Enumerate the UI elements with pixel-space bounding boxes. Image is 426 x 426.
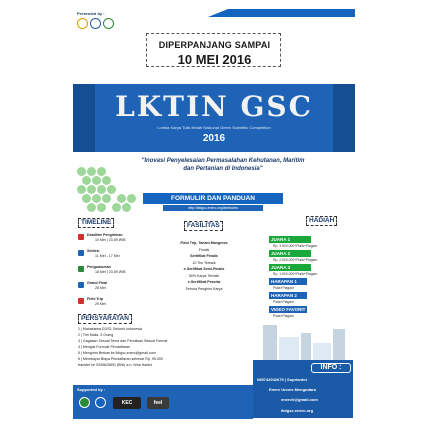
fasilitas-item: Sertifikat Finalis bbox=[190, 254, 218, 258]
decorative-dot bbox=[92, 176, 101, 185]
fasilitas-item: Semua Pengirim Karya bbox=[185, 286, 223, 291]
persyaratan-item: 1 | Mahasiswa D3/S1 Seluruh Indonesia bbox=[78, 327, 142, 331]
award-prize: Rp. 1.500.000+Piala+Piagam bbox=[273, 272, 318, 276]
decorative-dot bbox=[102, 194, 111, 203]
fasilitas-item: Finalis bbox=[198, 247, 210, 252]
decorative-dot bbox=[127, 194, 136, 203]
timeline-label: Deadline Pengiriman bbox=[87, 233, 123, 237]
timeline-label: Seleksi bbox=[87, 249, 100, 253]
timeline-heading: TIMELINE bbox=[78, 218, 114, 228]
top-bar bbox=[228, 9, 355, 17]
decorative-dot bbox=[107, 185, 116, 194]
award-label: VIDEO FAVORIT bbox=[271, 307, 306, 312]
fasilitas-item: e-Sertifikat Peserta bbox=[187, 280, 221, 284]
decorative-dot bbox=[87, 185, 96, 194]
timeline-label: Grand Final bbox=[87, 281, 107, 285]
decorative-dot bbox=[102, 176, 111, 185]
decorative-dot bbox=[82, 194, 91, 203]
award-prize: Piala+Piagam bbox=[273, 314, 295, 318]
info-org[interactable]: Enerc Unnes Mengudara bbox=[269, 387, 316, 392]
decorative-dot bbox=[82, 176, 91, 185]
sponsor-logo-1 bbox=[79, 397, 90, 408]
event-title: LKTIN GSC bbox=[115, 90, 313, 123]
organizer-logo-1 bbox=[77, 18, 88, 29]
award-label: JUARA 2 bbox=[269, 250, 311, 257]
persyaratan-heading: PERSYARATAN bbox=[78, 314, 132, 324]
award-label: HARAPAN 2 bbox=[269, 292, 307, 299]
formulir-url[interactable]: http://lktigsc.enerc.org/attributes bbox=[163, 205, 263, 211]
award-prize: Piala+Piagam bbox=[273, 300, 295, 304]
persyaratan-item: 2 | Tim Maks. 3 Orang bbox=[78, 333, 114, 337]
decorative-dot bbox=[122, 203, 131, 212]
supported-by-label: Supported by : bbox=[77, 387, 106, 392]
timeline-label: Field Trip bbox=[87, 297, 103, 301]
skyline-building bbox=[313, 343, 331, 360]
timeline-date: 11 Mei - 17 Mei bbox=[95, 254, 120, 258]
sponsor-logo-2 bbox=[95, 397, 106, 408]
award-label: HARAPAN 1 bbox=[269, 278, 307, 285]
decorative-dot bbox=[97, 167, 106, 176]
fasilitas-item: Field Trip, Tanam Mangrove bbox=[180, 241, 228, 245]
event-year: 2016 bbox=[202, 133, 226, 144]
theme-line-2: dan Pertanian di Indonesia" bbox=[183, 166, 263, 172]
persyaratan-item: 6 | Membayar Biaya Pendaftaran sebesar Rp. 90.000 bbox=[78, 357, 163, 361]
sponsor-kec: KEC bbox=[113, 397, 141, 409]
persyaratan-item: 4 | Mengisi Formulir Pendaftaran bbox=[78, 345, 131, 349]
fasilitas-item: 10 Tim Terbaik bbox=[192, 260, 216, 265]
skyline-building bbox=[333, 329, 345, 360]
timeline-date: 29 Mei bbox=[95, 302, 106, 306]
presented-by-label: Presented by : bbox=[77, 11, 105, 16]
award-prize: Piala+Piagam bbox=[273, 286, 295, 290]
decorative-dot bbox=[92, 194, 101, 203]
timeline-icon bbox=[78, 250, 84, 256]
award-label: JUARA 1 bbox=[269, 236, 311, 243]
persyaratan-item: 3 | Gagasan Sesuai Tema dan Penulisan Sesuai Format bbox=[78, 339, 168, 343]
organizer-logo-2 bbox=[90, 18, 101, 29]
timeline-icon bbox=[78, 298, 84, 304]
poster bbox=[73, 7, 355, 419]
info-email[interactable]: enerch@gmail.com bbox=[281, 397, 318, 402]
decorative-dot bbox=[77, 167, 86, 176]
timeline-icon bbox=[78, 282, 84, 288]
deadline-box bbox=[146, 33, 281, 67]
event-subtitle: Lomba Karya Tulis Ilmiah Nasional Green Scientific Competition bbox=[157, 125, 271, 130]
deadline-line-1: DIPERPANJANG SAMPAI bbox=[158, 40, 271, 50]
skyline-building bbox=[301, 333, 311, 360]
persyaratan-item: transfer ke 0349625891 (BNI) a.n. Nina Hartini bbox=[78, 363, 153, 367]
event-theme bbox=[113, 157, 333, 173]
theme-line-1: "Inovasi Penyelesaian Permasalahan Kehutanan, Maritim bbox=[141, 158, 305, 164]
skyline-building bbox=[263, 325, 277, 360]
decorative-dot bbox=[77, 185, 86, 194]
fasilitas-heading: FASILITAS bbox=[184, 221, 223, 231]
organizer-logo-3 bbox=[103, 18, 114, 29]
hadiah-heading: HADIAH bbox=[306, 216, 337, 226]
fasilitas-item: e-Sertifikat Semi-Finalis bbox=[183, 267, 225, 271]
formulir-button[interactable]: FORMULIR DAN PANDUAN bbox=[143, 193, 283, 204]
decorative-dot bbox=[117, 194, 126, 203]
info-phone[interactable]: 085742032679 | Supriantoi bbox=[257, 377, 307, 382]
decorative-dot bbox=[112, 203, 121, 212]
timeline-label: Pengumuman bbox=[87, 265, 111, 269]
timeline-icon bbox=[78, 266, 84, 272]
decorative-dot bbox=[87, 203, 96, 212]
timeline-date: 10 Mei | 23.59 WIB bbox=[95, 238, 126, 242]
deadline-line-2: 10 MEI 2016 bbox=[177, 52, 252, 67]
persyaratan-item: 5 | Mengirim Berkas ke lktigsc.enerc@gmail.com bbox=[78, 351, 156, 355]
skyline-building bbox=[279, 337, 299, 360]
info-web[interactable]: lktigsc.enerc.org bbox=[281, 408, 314, 413]
timeline-date: 18 Mei | 23.59 WIB bbox=[95, 270, 126, 274]
info-heading: INFO : bbox=[311, 363, 351, 373]
decorative-dot bbox=[97, 203, 106, 212]
decorative-dot bbox=[87, 167, 96, 176]
award-prize: Rp. 3.500.000+Piala+Piagam bbox=[273, 244, 318, 248]
timeline-icon bbox=[78, 234, 84, 240]
decorative-dot bbox=[97, 185, 106, 194]
timeline-date: 28 Mei bbox=[95, 286, 106, 290]
sponsor-feel: feel bbox=[147, 397, 169, 409]
award-prize: Rp. 2.500.000+Piala+Piagam bbox=[273, 258, 318, 262]
award-label: JUARA 3 bbox=[269, 264, 311, 271]
top-bar-corner bbox=[208, 9, 228, 17]
fasilitas-item: 50% Karya Terbaik bbox=[188, 273, 220, 278]
